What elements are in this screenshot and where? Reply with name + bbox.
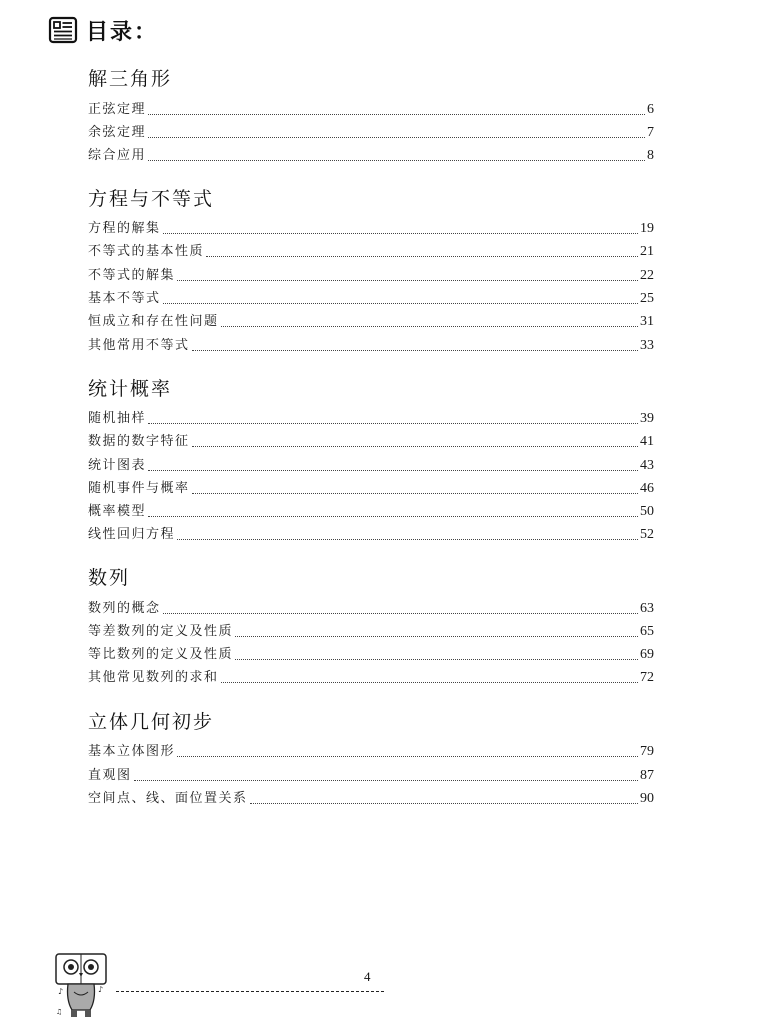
toc-entry[interactable] (88, 501, 654, 521)
book-icon (48, 15, 78, 45)
toc-entry-label: 等差数列的定义及性质 (88, 624, 234, 639)
section-title: 方程与不等式 (88, 188, 215, 210)
section-title: 统计概率 (88, 378, 173, 400)
toc-entry-page: 8 (647, 148, 654, 163)
toc-entry[interactable] (88, 311, 654, 331)
toc-entry[interactable] (88, 524, 654, 544)
toc-entry-label: 正弦定理 (88, 102, 147, 117)
toc-entry-label: 数据的数字特征 (88, 434, 190, 449)
dot-leader (148, 470, 638, 471)
toc-entry[interactable] (88, 667, 654, 687)
toc-entry-label: 其他常用不等式 (88, 338, 190, 353)
toc-entry[interactable] (88, 218, 654, 238)
dot-leader (177, 756, 638, 757)
toc-entry-label: 其他常见数列的求和 (88, 670, 219, 685)
dot-leader (177, 539, 638, 540)
toc-entry[interactable] (88, 335, 654, 355)
toc-entry-label: 空间点、线、面位置关系 (88, 791, 248, 806)
toc-entry-page: 65 (640, 624, 654, 639)
dot-leader (206, 256, 638, 257)
toc-entry[interactable] (88, 408, 654, 428)
dot-leader (163, 303, 638, 304)
toc-entry-page: 6 (647, 102, 654, 117)
dot-leader (177, 280, 638, 281)
toc-entry[interactable] (88, 431, 654, 451)
dot-leader (235, 636, 638, 637)
toc-entry[interactable] (88, 455, 654, 475)
toc-entry-page: 25 (640, 291, 654, 306)
toc-entry-label: 概率模型 (88, 504, 147, 519)
toc-entry-page: 31 (640, 314, 654, 329)
toc-entry-label: 不等式的基本性质 (88, 244, 205, 259)
toc-entry-label: 随机事件与概率 (88, 481, 190, 496)
page-number: 4 (364, 969, 371, 984)
section-title: 解三角形 (88, 68, 173, 90)
toc-header (48, 14, 158, 46)
toc-entry-label: 线性回归方程 (88, 527, 176, 542)
toc-entry-page: 90 (640, 791, 654, 806)
page-title: 目录： (86, 18, 159, 45)
toc-entry-label: 等比数列的定义及性质 (88, 647, 234, 662)
toc-entry-label: 直观图 (88, 768, 132, 783)
toc-entry[interactable] (88, 265, 654, 285)
dot-leader (192, 493, 638, 494)
toc-entry[interactable] (88, 145, 654, 165)
dot-leader (192, 446, 638, 447)
svg-text:♫: ♫ (56, 1008, 63, 1016)
toc-entry-page: 19 (640, 221, 654, 236)
toc-entry-page: 79 (640, 744, 654, 759)
toc-entry-label: 方程的解集 (88, 221, 161, 236)
dot-leader (221, 682, 638, 683)
dot-leader (250, 803, 638, 804)
dot-leader (148, 160, 645, 161)
toc-entry[interactable] (88, 99, 654, 119)
toc-entry-page: 33 (640, 338, 654, 353)
svg-text:♪: ♪ (98, 985, 104, 994)
toc-entry-page: 52 (640, 527, 654, 542)
toc-entry[interactable] (88, 788, 654, 808)
toc-entry-page: 39 (640, 411, 654, 426)
toc-entry-label: 数列的概念 (88, 601, 161, 616)
toc-entry-page: 41 (640, 434, 654, 449)
section-title: 立体几何初步 (88, 711, 215, 733)
toc-entry-page: 63 (640, 601, 654, 616)
toc-entry-page: 21 (640, 244, 654, 259)
svg-text:♪: ♪ (58, 987, 64, 996)
dot-leader (163, 233, 638, 234)
toc-entry-label: 恒成立和存在性问题 (88, 314, 219, 329)
toc-entry-label: 余弦定理 (88, 125, 147, 140)
owl-mascot-icon (54, 952, 114, 1020)
toc-entry-page: 7 (647, 125, 654, 140)
dot-leader (148, 114, 645, 115)
toc-entry[interactable] (88, 765, 654, 785)
dot-leader (148, 137, 645, 138)
toc-entry[interactable] (88, 241, 654, 261)
toc-entry[interactable] (88, 598, 654, 618)
toc-entry[interactable] (88, 741, 654, 761)
toc-entry-page: 50 (640, 504, 654, 519)
dot-leader (192, 350, 638, 351)
toc-entry-page: 69 (640, 647, 654, 662)
dot-leader (148, 423, 638, 424)
toc-entry[interactable] (88, 621, 654, 641)
toc-entry-page: 22 (640, 268, 654, 283)
toc-entry-page: 43 (640, 458, 654, 473)
dot-leader (134, 780, 638, 781)
section-title: 数列 (88, 567, 131, 589)
dot-leader (221, 326, 638, 327)
dot-leader (163, 613, 638, 614)
toc-entry-page: 87 (640, 768, 654, 783)
toc-entry-label: 随机抽样 (88, 411, 147, 426)
dot-leader (148, 516, 638, 517)
toc-entry[interactable] (88, 478, 654, 498)
toc-entry-page: 72 (640, 670, 654, 685)
toc-entry[interactable] (88, 288, 654, 308)
toc-entry-page: 46 (640, 481, 654, 496)
toc-entry-label: 基本不等式 (88, 291, 161, 306)
toc-entry-label: 统计图表 (88, 458, 147, 473)
footer-divider (116, 991, 384, 992)
toc-entry-label: 不等式的解集 (88, 268, 176, 283)
toc-entry-label: 综合应用 (88, 148, 147, 163)
dot-leader (235, 659, 638, 660)
toc-entry[interactable] (88, 122, 654, 142)
toc-entry-label: 基本立体图形 (88, 744, 176, 759)
toc-entry[interactable] (88, 644, 654, 664)
